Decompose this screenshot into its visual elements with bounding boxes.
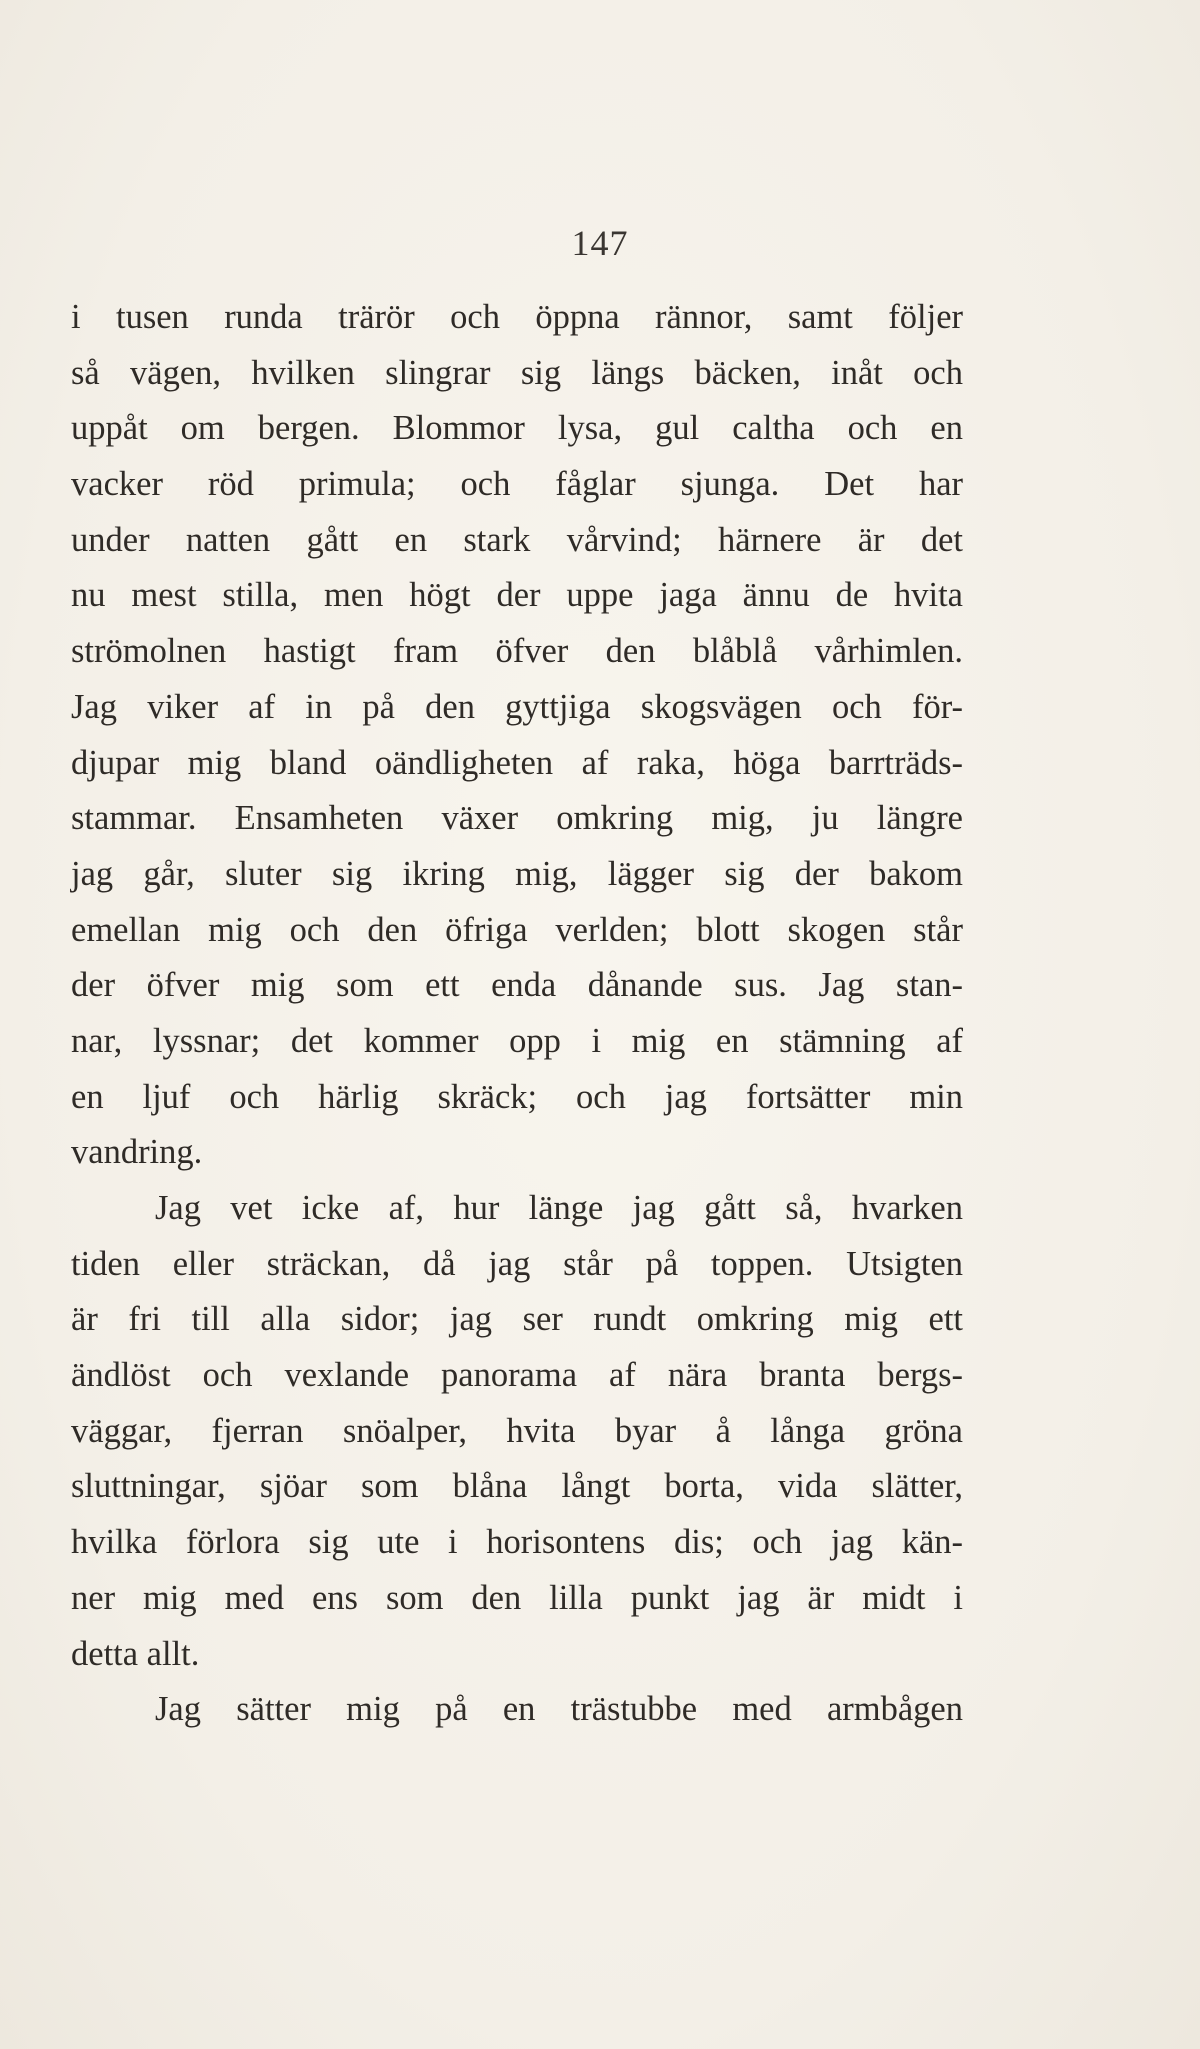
text-line: Jag vet icke af, hur länge jag gått så, hvarken [155, 1189, 963, 1227]
text-line: strömolnen hastigt fram öfver den blåblå vårhimlen. [71, 632, 963, 671]
text-line: Jag sätter mig på en trästubbe med armbågen [155, 1690, 963, 1729]
text-line: nar, lyssnar; det kommer opp i mig en stämning af [71, 1021, 963, 1060]
text-line: nu mest stilla, men högt der uppe jaga ännu de hvita [71, 576, 963, 615]
text-line: så vägen, hvilken slingrar sig längs bäcken, inåt och [71, 353, 963, 392]
text-line: der öfver mig som ett enda dånande sus. Jag stan- [71, 966, 963, 1005]
text-line: väggar, fjerran snöalper, hvita byar å långa gröna [71, 1411, 963, 1450]
text-line: ändlöst och vexlande panorama af nära branta bergs- [71, 1356, 963, 1395]
text-line: ner mig med ens som den lilla punkt jag är midt i [71, 1578, 963, 1617]
text-line: jag går, sluter sig ikring mig, lägger sig der bakom [71, 854, 963, 893]
text-line: är fri till alla sidor; jag ser rundt omkring mig ett [71, 1300, 963, 1339]
text-line: uppåt om bergen. Blommor lysa, gul caltha och en [71, 409, 963, 448]
page-number: 147 [571, 223, 629, 263]
text-line: Jag viker af in på den gyttjiga skogsvägen och för- [71, 687, 963, 726]
text-line: en ljuf och härlig skräck; och jag fortsätter min [71, 1077, 963, 1116]
text-line: sluttningar, sjöar som blåna långt borta, vida slätter, [71, 1467, 963, 1506]
text-line: vacker röd primula; och fåglar sjunga. Det har [71, 465, 963, 504]
text-line: djupar mig bland oändligheten af raka, höga barrträds- [71, 743, 963, 782]
text-line: tiden eller sträckan, då jag står på toppen. Utsigten [71, 1244, 963, 1283]
text-line: emellan mig och den öfriga verlden; blott skogen står [71, 910, 963, 949]
body-text [71, 290, 963, 1738]
text-line: hvilka förlora sig ute i horisontens dis; och jag kän- [71, 1523, 963, 1562]
text-line: i tusen runda trärör och öppna rännor, samt följer [71, 298, 963, 336]
text-line: under natten gått en stark vårvind; härnere är det [71, 520, 963, 559]
text-line: detta allt. [71, 1634, 200, 1673]
text-line: stammar. Ensamheten växer omkring mig, ju längre [71, 799, 963, 838]
text-line: vandring. [71, 1133, 203, 1172]
